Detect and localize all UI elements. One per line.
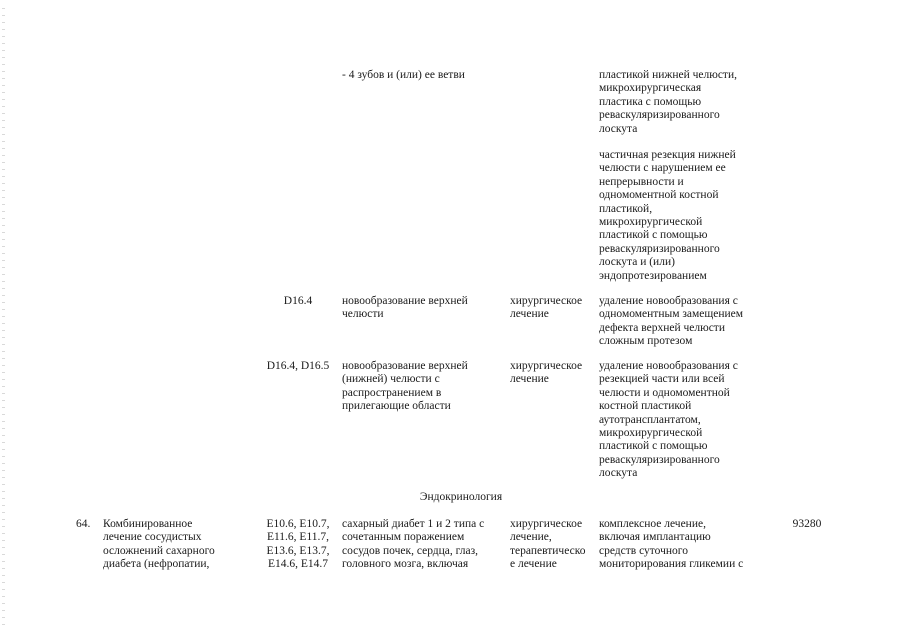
treatment-type: хирургическое лечение [510,295,583,321]
entry-name: Комбинированное лечение сосудистых осложнений сахарного диабета (нефропатии, [103,518,215,571]
method-text: пластикой нижней челюсти, микрохирургическая пластика с помощью реваскуляризированного лоскута [599,69,737,135]
method-text: комплексное лечение, включая имплантацию средств суточного мониторирования гликемии с [599,518,744,571]
entry-number: 64. [76,518,91,530]
method-text: удаление новообразования с резекцией части или всей челюсти и одномоментной костной пластикой аутотрансплантатом, микрохирургической пластикой с помощью реваскуляризированного лоскута [599,360,738,480]
treatment-type: хирургическое лечение [510,360,583,386]
section-title: Эндокринология [419,491,503,503]
model-text: - 4 зубов и (или) ее ветви [342,69,465,81]
model-text: новообразование верхней челюсти [342,295,468,321]
method-text: удаление новообразования с одномоментным замещением дефекта верхней челюсти сложным протезом [599,295,744,348]
treatment-type: хирургическое лечение, терапевтическо е лечение [510,518,586,571]
icd-code: D16.4, D16.5 [266,360,330,372]
method-text: частичная резекция нижней челюсти с нарушением ее непрерывности и одномоментной костной пластикой, микрохирургической пластикой с помощью реваскуляризированного лоскута и (или) эндопротезированием [599,149,736,282]
model-text: сахарный диабет 1 и 2 типа с сочетанным поражением сосудов почек, сердца, глаз, головного мозга, включая [342,518,485,571]
icd-code: E10.6, E10.7, E11.6, E11.7, E13.6, E13.7, E14.6, E14.7 [266,518,330,571]
scan-margin-marks [2,8,5,628]
model-text: новообразование верхней (нижней) челюсти с распространением в прилегающие области [342,360,468,413]
icd-code: D16.4 [283,295,313,307]
cost-value: 93280 [792,518,822,530]
